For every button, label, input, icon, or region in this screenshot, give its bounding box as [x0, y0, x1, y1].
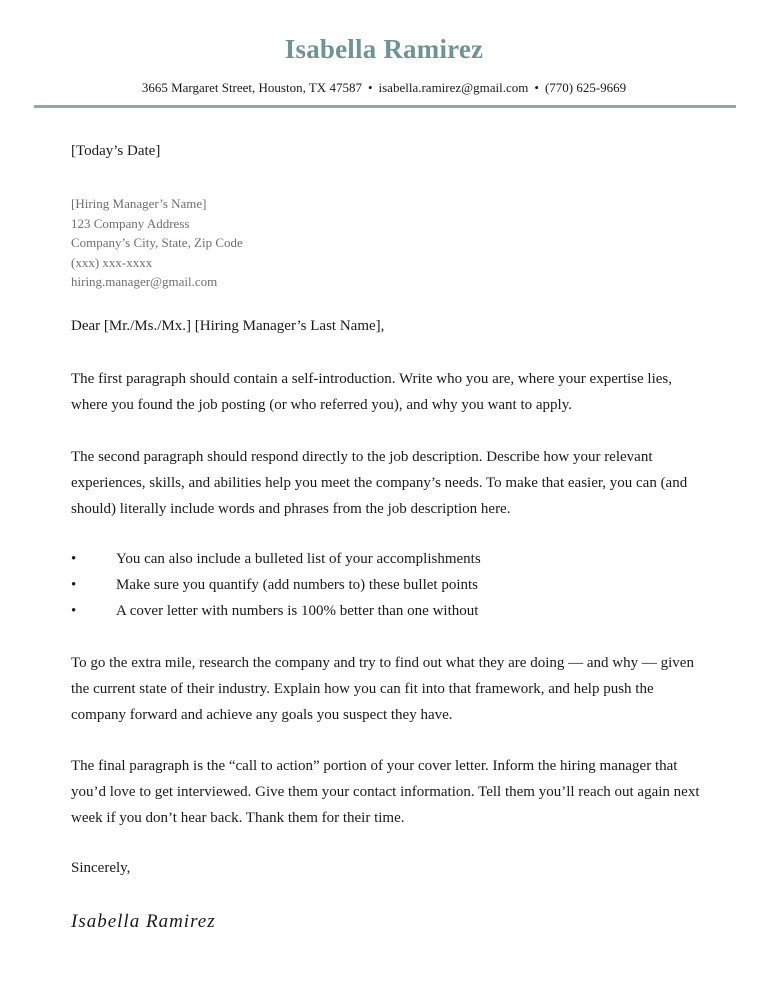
paragraph-call-to-action: The final paragraph is the “call to action” portion of your cover letter. Inform the hiring manager that you’d love to get interviewed. Give them your contact information. Tell them you’ll reach out again next week if you don’t hear back. Thank them for their time.	[71, 758, 700, 826]
separator: •	[534, 80, 539, 95]
bullet-icon: •	[71, 577, 77, 593]
list-item-text: A cover letter with numbers is 100% better than one without	[116, 603, 479, 619]
email: isabella.ramirez@gmail.com	[378, 80, 529, 95]
applicant-name: Isabella Ramirez	[284, 34, 484, 64]
recipient-city: Company’s City, State, Zip Code	[71, 235, 243, 250]
bullet-icon: •	[71, 603, 77, 619]
recipient-email: hiring.manager@gmail.com	[71, 274, 218, 289]
letter-date: [Today’s Date]	[71, 143, 161, 159]
recipient-block	[71, 194, 243, 292]
list-item	[71, 572, 701, 598]
list-item-text: You can also include a bulleted list of your accomplishments	[116, 551, 481, 567]
list-item	[71, 598, 701, 624]
paragraph-job-description: The second paragraph should respond directly to the job description. Describe how your relevant experiences, skills, and abilities help you meet the company’s needs. To make that easier, you can (and should) literally include words and phrases from the job description here.	[71, 449, 688, 517]
recipient-address: 123 Company Address	[71, 215, 190, 231]
contact-line	[0, 80, 768, 96]
bullet-icon: •	[71, 551, 77, 567]
separator: •	[367, 80, 373, 95]
phone: (770) 625-9669	[544, 80, 627, 95]
list-item-text: Make sure you quantify (add numbers to) these bullet points	[116, 577, 479, 593]
salutation: Dear [Mr./Ms./Mx.] [Hiring Manager’s Last Name],	[71, 318, 385, 334]
paragraph-research: To go the extra mile, research the company and try to find out what they are doing — and why — given the current state of their industry. Explain how you can fit into that framework, and help push the company forward and achieve any goals you suspect they have.	[71, 655, 694, 723]
recipient-name: [Hiring Manager’s Name]	[71, 196, 207, 211]
paragraph-intro: The first paragraph should contain a self-introduction. Write who you are, where your expertise lies, where you found the job posting (or who referred you), and why you want to apply.	[71, 371, 673, 413]
list-item	[71, 546, 701, 572]
header-divider	[34, 105, 736, 108]
signature: Isabella Ramirez	[71, 911, 216, 932]
recipient-phone: (xxx) xxx-xxxx	[71, 254, 153, 270]
closing: Sincerely,	[71, 860, 131, 876]
accomplishment-list	[71, 546, 701, 624]
address: 3665 Margaret Street, Houston, TX 47587	[141, 80, 362, 95]
